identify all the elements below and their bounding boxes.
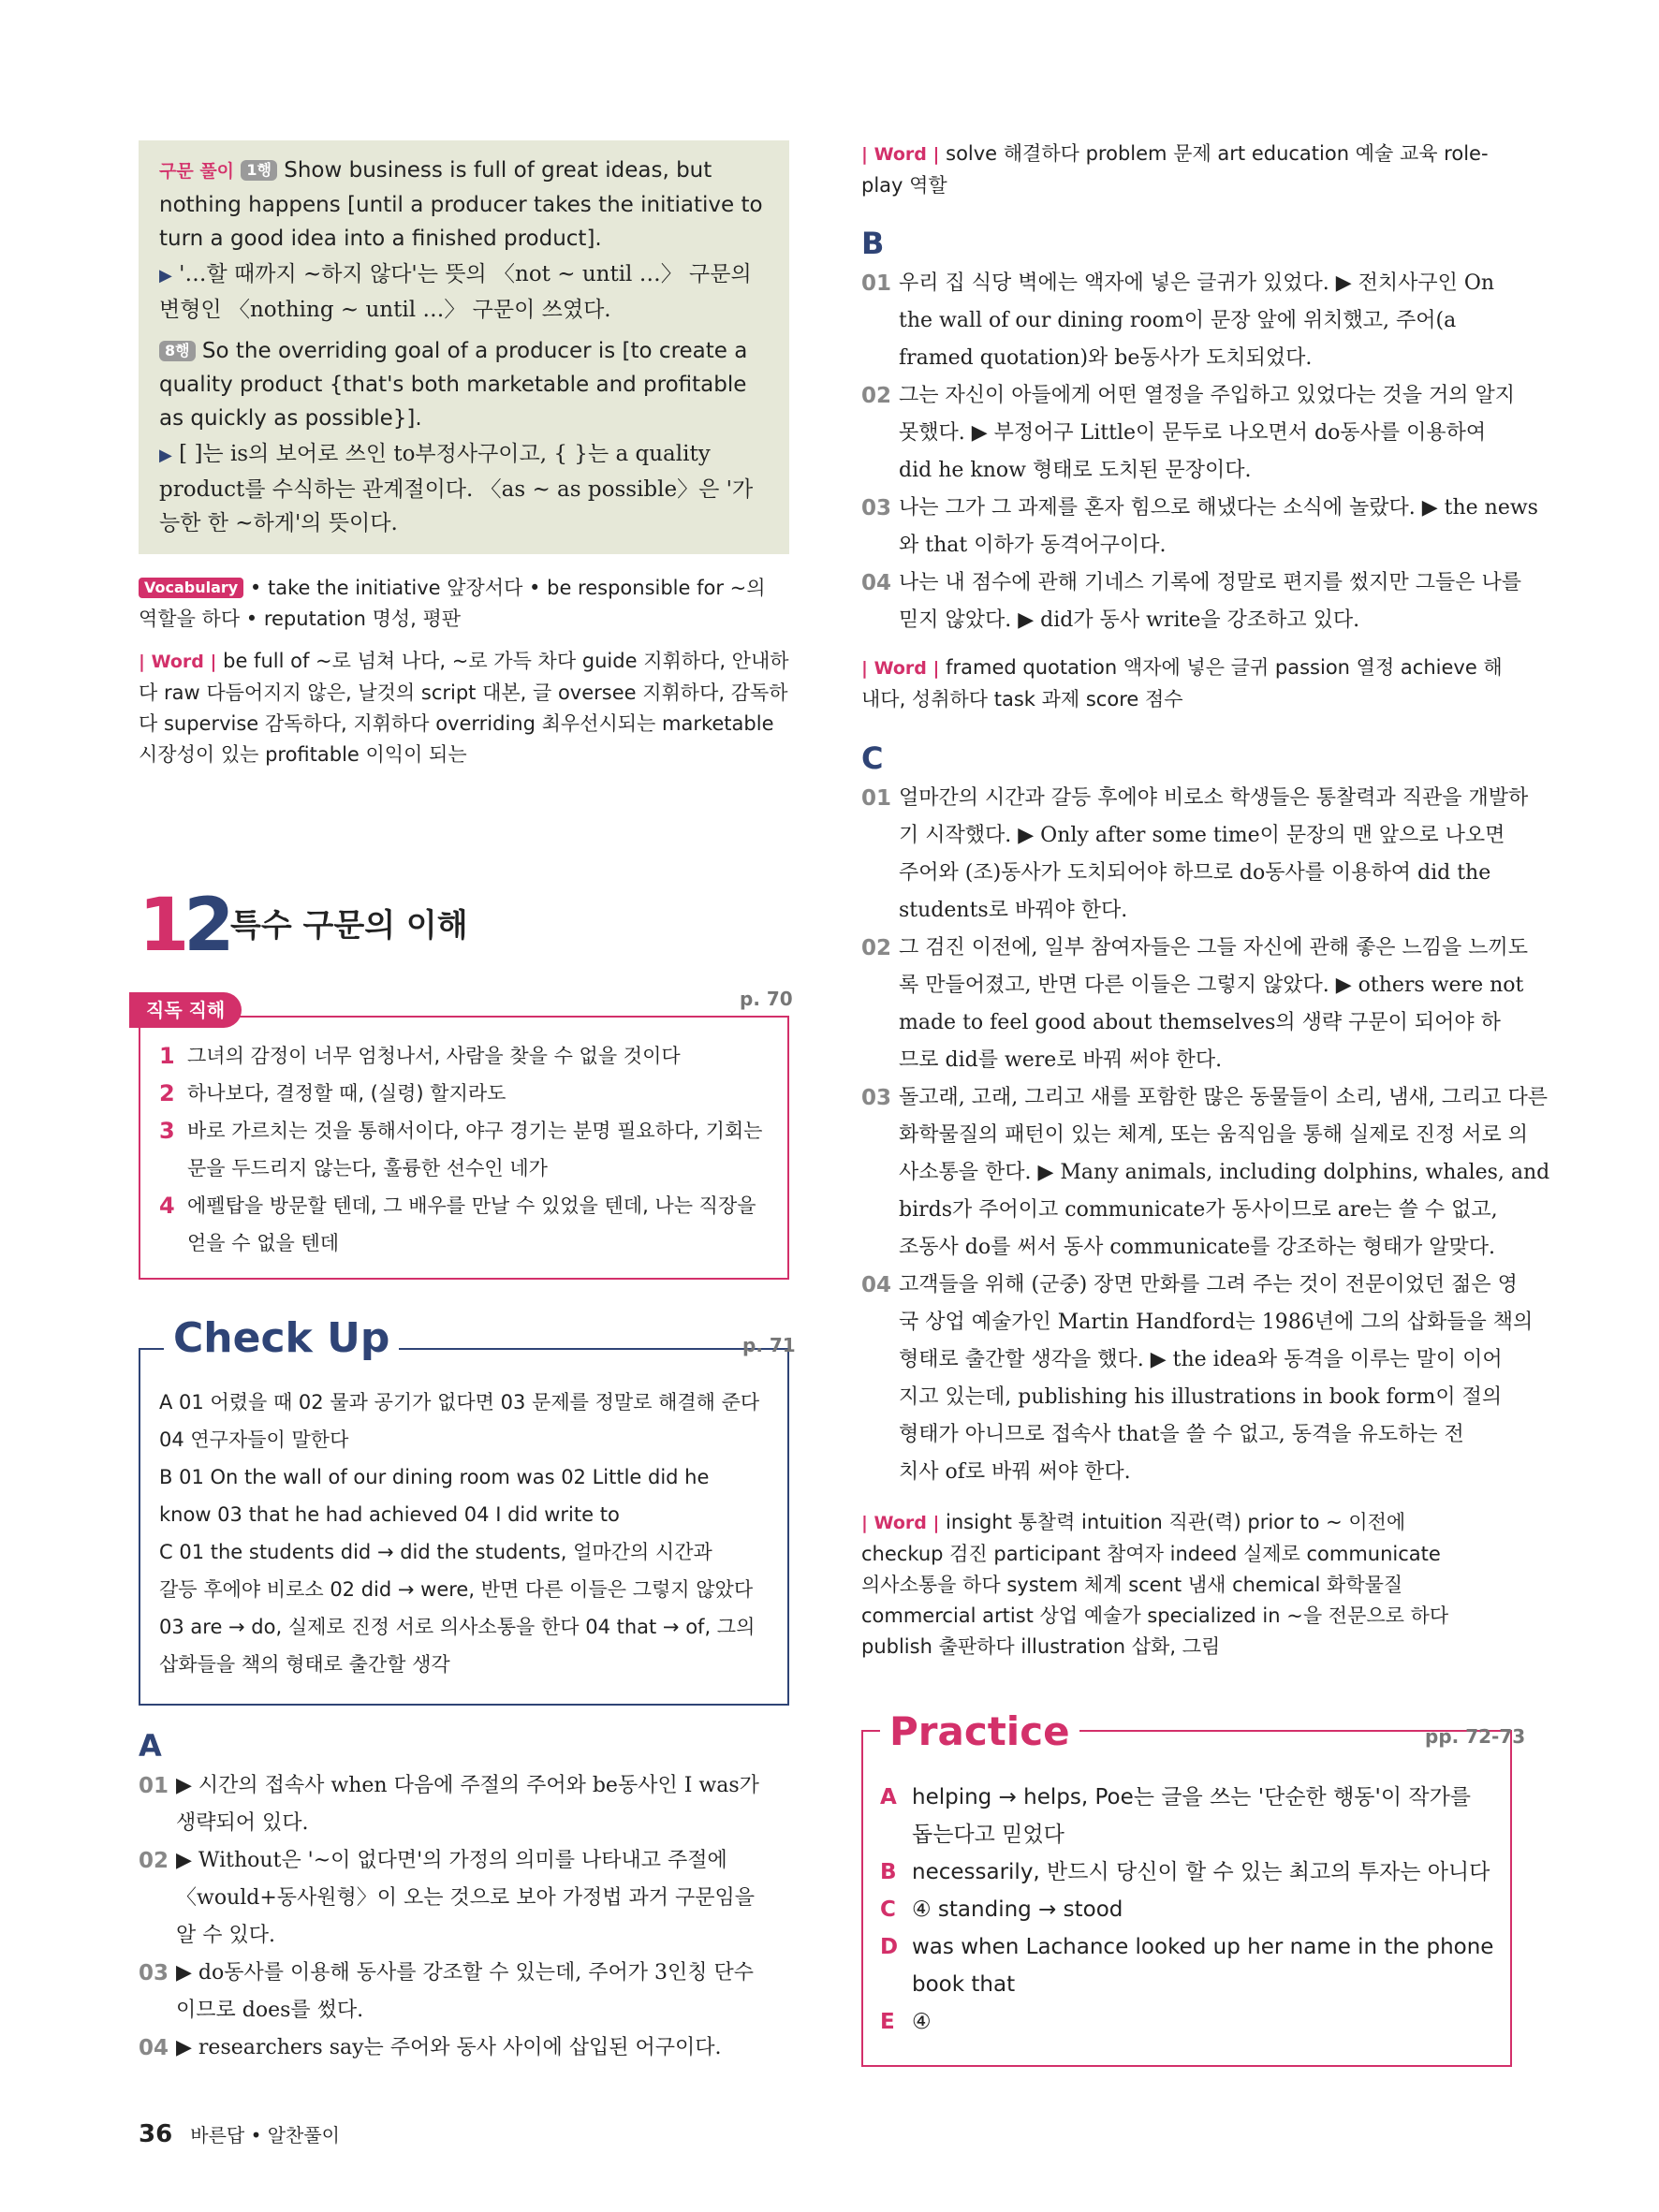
word-label: | Word | [861,658,940,679]
footer-title: 바른답 • 알찬풀이 [190,2124,341,2146]
item-key: B [880,1860,897,1884]
list-item [861,1267,1534,1491]
item-line: did he know 형태로 도치된 문장이다. [899,459,1252,482]
word-block-left: | Word | be full of ~로 넘쳐 나다, ~로 가득 차다 guide 지휘하다, 안내하다 raw 다듬어지지 않은, 날것의 script 대본, 글 oversee 지휘하다, 감독하다 supervise 감독하다, 지휘하다 overriding 최우선시되는 marketable 시장성이 있는 profitable 이익이 되는 [139,650,789,766]
item-number: 03 [861,1086,892,1110]
item-line: necessarily, 반드시 당신이 할 수 있는 최고의 투자는 아니다 [912,1860,1490,1884]
section-c-list [861,780,1550,1491]
section-a-list [139,1767,789,2067]
section-c-head: C [861,740,884,776]
checkup-title: Check Up [173,1314,390,1362]
item-number: 03 [861,496,892,520]
jikdok-item [159,1037,768,1075]
item-line: 와 that 이하가 동격어구이다. [899,534,1167,557]
item-line: students로 바꿔야 한다. [899,899,1128,922]
item-line: 우리 집 식당 벽에는 액자에 넣은 글귀가 있었다. ▶ 전치사구인 On [899,271,1495,295]
item-line: 그는 자신이 아들에게 어떤 열정을 주입하고 있었다는 것을 거의 알지 [899,384,1515,407]
item-line: the wall of our dining room이 문장 앞에 위치했고, 주어(a [899,309,1457,332]
item-number: 3 [159,1118,175,1144]
list-item [861,564,1521,639]
item-line: made to feel good about themselves의 생략 구문이 되어야 하 [899,1011,1501,1034]
checkup-answers [159,1384,768,1683]
list-item [861,930,1528,1079]
jikdok-label: 직독 직해 [129,992,242,1028]
item-text: 에펠탑을 방문할 텐데, 그 배우를 만날 수 있었을 텐데, 나는 직장을 얻을 수 없을 텐데 [187,1194,756,1254]
item-text: 그녀의 감정이 너무 엄청나서, 사람을 찾을 수 없을 것이다 [187,1045,681,1067]
checkup-line: 갈등 후에야 비로소 02 did → were, 반면 다른 이들은 그렇지 않았다 [159,1578,754,1601]
item-line: 나는 내 점수에 관해 기네스 기록에 정말로 편지를 썼지만 그들은 나를 [899,571,1521,594]
item-line: 이므로 does를 썼다. [176,1999,364,2022]
word-block-c [861,1507,1512,1663]
practice-item [880,1853,1493,1891]
practice-item [880,1928,1493,2003]
item-line: 화학물질의 패턴이 있는 체계, 또는 움직임을 통해 실제로 진정 서로 의 [899,1123,1528,1147]
item-number: 02 [861,384,892,408]
item-line: 알 수 있다. [176,1924,275,1947]
item-number: 02 [861,936,892,960]
item-number: 04 [861,571,892,595]
grammar-line2 [159,334,769,435]
item-line: 기 시작했다. ▶ Only after some time이 문장의 맨 앞으로 나오면 [899,824,1505,847]
word-line [861,1539,1512,1570]
list-item [139,1767,789,1842]
item-line: ▶ do동사를 이용해 동사를 강조할 수 있는데, 주어가 3인칭 단수 [176,1961,754,1985]
checkup-line: 04 연구자들이 말한다 [159,1428,349,1451]
item-line: 사소통을 한다. ▶ Many animals, including dolphins, whales, and [899,1161,1550,1184]
word-text: insight 통찰력 intuition 직관(력) prior to ~ 이전에 [946,1511,1406,1533]
chapter-title: 특수 구문의 이해 [230,907,468,945]
grammar-note1: ▶ '…할 때까지 ~하지 않다'는 뜻의 〈not ~ until …〉 구문의 변형인 〈nothing ~ until …〉 구문이 쓰였다. [159,262,752,322]
list-item [861,780,1529,930]
item-number: 03 [139,1961,169,1985]
section-b-head: B [861,226,885,261]
item-line: 조동사 do를 써서 동사 communicate를 강조하는 형태가 알맞다. [899,1236,1496,1259]
item-line: book that [912,1972,1016,1997]
triangle-icon: ▶ [159,446,172,465]
item-line: 국 상업 예술가인 Martin Handford는 1986년에 그의 삽화들을 책의 [899,1311,1534,1334]
jikdok-page-ref: p. 70 [740,988,793,1010]
item-key: D [880,1935,899,1959]
practice-answers [880,1779,1493,2041]
item-key: E [880,2010,895,2034]
list-item [139,1955,789,2029]
item-line: ④ [912,2010,932,2034]
item-line: 주어와 (조)동사가 도치되어야 하므로 do동사를 이용하여 did the [899,861,1491,885]
item-key: A [880,1785,897,1809]
list-item [139,2029,789,2067]
item-number: 04 [139,2036,169,2060]
word-text: commercial artist 상업 예술가 specialized in ~을 전문으로 하다 [861,1604,1449,1627]
word-line [861,1507,1512,1539]
item-text: 바로 가르치는 것을 통해서이다, 야구 경기는 분명 필요하다, 기회는 문을 두드리지 않는다, 훌륭한 선수인 네가 [187,1120,763,1179]
line-badge-8: 8행 [159,341,196,361]
item-number: 02 [139,1849,169,1873]
word-label: | Word | [861,1513,947,1533]
checkup-line: 03 are → do, 실제로 진정 서로 의사소통을 한다 04 that → of, 그의 [159,1616,756,1638]
triangle-icon: ▶ [159,266,172,286]
jikdok-list [159,1037,768,1262]
word-text: publish 출판하다 illustration 삽화, 그림 [861,1635,1221,1658]
word-block-b: | Word | framed quotation 액자에 넣은 글귀 passion 열정 achieve 해내다, 성취하다 task 과제 score 점수 [861,656,1503,710]
item-key: C [880,1897,896,1922]
checkup-line: A 01 어렸을 때 02 물과 공기가 없다면 03 문제를 정말로 해결해 준다 [159,1391,760,1414]
item-line: helping → helps, Poe는 글을 쓰는 '단순한 행동'이 작가를 [912,1785,1472,1809]
grammar-sentence-2: So the overriding goal of a producer is [to create a quality product {that's both marketable and profitable as quickly as possible}]. [159,339,748,431]
item-line: 형태로 출간할 생각을 했다. ▶ the idea와 동격을 이루는 말이 이어 [899,1348,1503,1371]
practice-title-wrap [880,1704,1079,1760]
line-badge-1: 1행 [241,160,277,181]
checkup-line: 삽화들을 책의 형태로 출간할 생각 [159,1653,450,1676]
word-block-right-top: | Word | solve 해결하다 problem 문제 art education 예술 교육 role-play 역할 [861,142,1489,197]
item-line: 치사 of로 바꿔 써야 한다. [899,1460,1131,1484]
item-line: 〈would+동사원형〉이 오는 것으로 보아 가정법 과거 구문임을 [176,1886,756,1910]
item-line: 므로 did를 were로 바꿔 써야 한다. [899,1048,1223,1072]
item-number: 4 [159,1193,175,1219]
item-number: 01 [139,1774,169,1798]
grammar-note2: ▶ [ ]는 is의 보어로 쓰인 to부정사구이고, { }는 a quality product를 수식하는 관계절이다. 〈as ~ as possible〉은 '가능한 한 ~하게'의 뜻이다. [159,442,754,535]
grammar-line1 [159,154,769,256]
footer [139,2116,340,2154]
page-number: 36 [139,2120,173,2148]
practice-item [880,1891,1493,1928]
item-line: 지고 있는데, publishing his illustrations in book form이 절의 [899,1385,1503,1409]
chapter-heading [139,884,789,969]
item-line: ④ standing → stood [912,1897,1123,1922]
practice-item [880,1779,1493,1853]
vocabulary-label: Vocabulary [139,578,243,598]
item-line: framed quotation)와 be동사가 도치되었다. [899,346,1313,370]
item-line: 생략되어 있다. [176,1811,309,1835]
word-text: 의사소통을 하다 system 체계 scent 냄새 chemical 화학물질 [861,1574,1403,1596]
grammar-sentence-1: Show business is full of great ideas, but nothing happens [until a producer takes the initiative to turn a good idea into a finished product]. [159,158,763,251]
item-line: 나는 그가 그 과제를 혼자 힘으로 해냈다는 소식에 놀랐다. ▶ the news [899,496,1538,520]
grammar-box [139,140,789,554]
item-line: 못했다. ▶ 부정어구 Little이 문두로 나오면서 do동사를 이용하여 [899,421,1487,445]
item-line: 돌고래, 고래, 그리고 새를 포함한 많은 동물들이 소리, 냄새, 그리고 다른 [899,1086,1548,1109]
section-b-list [861,265,1538,639]
list-item [861,1079,1550,1267]
list-item [861,377,1515,490]
grammar-label: 구문 풀이 [159,161,235,182]
practice-page-ref: pp. 72-73 [1425,1725,1526,1748]
chapter-number: 12 [139,884,229,968]
checkup-line: B 01 On the wall of our dining room was 02 Little did he [159,1466,710,1488]
item-number: 1 [159,1043,175,1069]
item-text: 하나보다, 결정할 때, (실령) 할지라도 [187,1082,507,1105]
item-number: 01 [861,786,892,811]
word-label: | Word | [139,652,217,672]
list-item [861,265,1512,377]
checkup-page-ref: p. 71 [742,1334,796,1356]
item-line: ▶ Without은 '~이 없다면'의 가정의 의미를 나타내고 주절에 [176,1849,727,1872]
item-line: was when Lachance looked up her name in the phone [912,1935,1494,1959]
checkup-line: C 01 the students did → did the students, 얼마간의 시간과 [159,1541,712,1563]
jikdok-item [159,1112,768,1187]
item-number: 01 [861,271,892,296]
jikdok-item [159,1187,768,1262]
jikdok-item [159,1075,768,1112]
word-line [861,1601,1512,1632]
list-item [139,1842,789,1955]
item-line: ▶ 시간의 접속사 when 다음에 주절의 주어와 be동사인 I was가 [176,1774,759,1797]
list-item [861,490,1538,564]
item-line: ▶ researchers say는 주어와 동사 사이에 삽입된 어구이다. [176,2036,722,2059]
item-line: 돕는다고 믿었다 [912,1823,1064,1847]
item-line: 믿지 않았다. ▶ did가 동사 write을 강조하고 있다. [899,608,1360,632]
vocabulary-block: Vocabulary • take the initiative 앞장서다 • be responsible for ~의 역할을 하다 • reputation 명성, 평판 [139,577,766,630]
item-line: 얼마간의 시간과 갈등 후에야 비로소 학생들은 통찰력과 직관을 개발하 [899,786,1529,810]
word-line [861,1570,1512,1601]
item-line: 고객들을 위해 (군중) 장면 만화를 그려 주는 것이 전문이었던 젊은 영 [899,1273,1518,1296]
practice-title: Practice [889,1708,1070,1754]
checkup-title-wrap [164,1311,399,1367]
word-text: checkup 검진 participant 참여자 indeed 실제로 communicate [861,1543,1441,1565]
item-line: 그 검진 이전에, 일부 참여자들은 그들 자신에 관해 좋은 느낌을 느끼도 [899,936,1528,960]
item-number: 04 [861,1273,892,1297]
checkup-line: know 03 that he had achieved 04 I did write to [159,1503,620,1526]
item-line: birds가 주어이고 communicate가 동사이므로 are는 쓸 수 없고, [899,1198,1498,1222]
word-line [861,1632,1512,1663]
item-number: 2 [159,1080,175,1106]
item-line: 록 만들어졌고, 반면 다른 이들은 그렇지 않았다. ▶ others were not [899,974,1524,997]
practice-item [880,2003,1493,2041]
item-line: 형태가 아니므로 접속사 that을 쓸 수 없고, 동격을 유도하는 전 [899,1423,1464,1446]
section-a-head: A [139,1728,162,1764]
word-label: | Word | [861,144,940,165]
